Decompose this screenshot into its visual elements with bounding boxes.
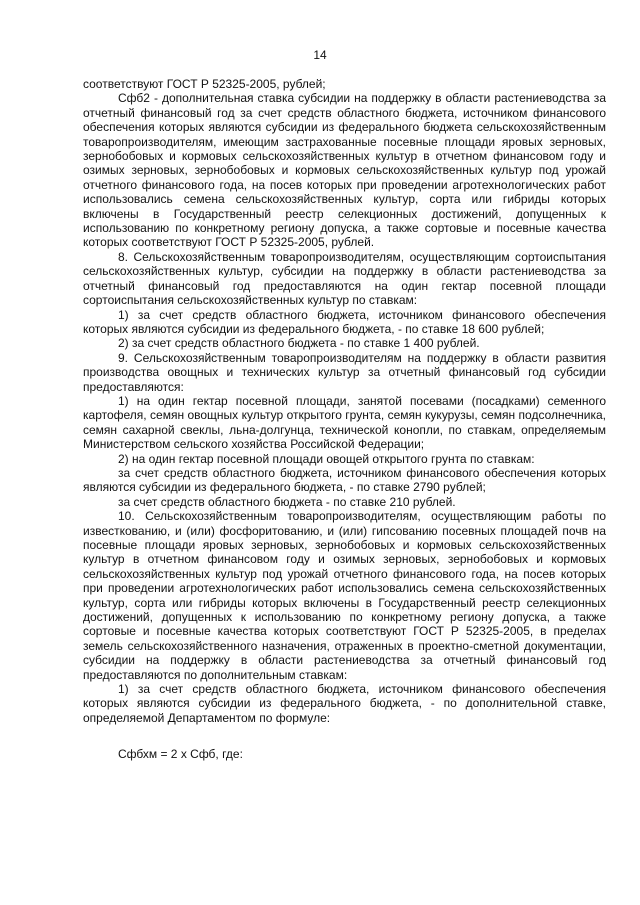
paragraph-item-8: 8. Сельскохозяйственным товаропроизводителям, осуществляющим сортоиспытания сельскохозяйственных культур, субсидии на поддержку в области растениеводства за отчетный финансовый год предоставляются на один гектар посевной площади сортоиспытания сельскохозяйственных культур по ставкам: bbox=[83, 249, 606, 308]
paragraph-item-9: 9. Сельскохозяйственным товаропроизводителям на поддержку в области развития производства овощных и технических культур за отчетный финансовый год субсидии предоставляются: bbox=[83, 350, 606, 394]
paragraph-item-9-2-regional: за счет средств областного бюджета - по ставке 210 рублей. bbox=[118, 494, 456, 509]
paragraph-item-10-1: 1) за счет средств областного бюджета, источником финансового обеспечения которых являются субсидии из федерального бюджета, - по дополнительной ставке, определяемой Департаментом по формуле: bbox=[83, 682, 606, 725]
document-body bbox=[83, 77, 606, 762]
paragraph-sfb2-definition: Сфб2 - дополнительная ставка субсидии на поддержку в области растениеводства за отчетный финансовый год за счет средств областного бюджета, источником финансового обеспечения которых являются субсидии из федерального бюджета сельскохозяйственным товаропроизводителям, имеющим застрахованные посевные площади яровых зерновых, зернобобовых и кормовых сельскохозяйственных культур в отчетном финансовом году и озимых зерновых, зернобобовых и кормовых сельскохозяйственных культур под урожай отчетного финансового года, на посев которых при проведении агротехнологических работ использовались семена сельскохозяйственных культур, сорта или гибриды которых включены в Государственный реестр селекционных достижений, допущенных к использованию по конкретному региону допуска, а также сортовые и посевные качества которых соответствуют ГОСТ Р 52325-2005, рублей. bbox=[83, 91, 606, 250]
paragraph-item-9-2: 2) на один гектар посевной площади овощей открытого грунта по ставкам: bbox=[118, 451, 535, 466]
formula-line: Сфбхм = 2 x Сфб, где: bbox=[118, 747, 243, 762]
paragraph-item-8-2: 2) за счет средств областного бюджета - по ставке 1 400 рублей. bbox=[118, 336, 480, 351]
paragraph-item-9-1: 1) на один гектар посевной площади, занятой посевами (посадками) семенного картофеля, семян овощных культур открытого грунта, семян кукурузы, семян подсолнечника, семян сахарной свеклы, льна-долгунца, технической конопли, по ставкам, определяемым Министерством сельского хозяйства Российской Федерации; bbox=[83, 393, 606, 452]
paragraph-item-10: 10. Сельскохозяйственным товаропроизводителям, осуществляющим работы по известкованию, и (или) фосфоритованию, и (или) гипсованию посевных площадей почв на посевные площади яровых зерновых, зернобобовых и кормовых сельскохозяйственных культур в отчетном финансовом году и озимых зерновых, зернобобовых и кормовых сельскохозяйственных культур под урожай отчетного финансового года, на посев которых при проведении агротехнологических работ использовались семена сельскохозяйственных культур, сорта или гибриды которых включены в Государственный реестр селекционных достижений, допущенных к использованию по конкретному региону допуска, а также сортовые и посевные качества которых соответствуют ГОСТ Р 52325-2005, в пределах земель сельскохозяйственного назначения, отраженных в проектно-сметной документации, субсидии на поддержку в области растениеводства за отчетный финансовый год предоставляются по дополнительным ставкам: bbox=[83, 509, 606, 682]
paragraph-item-8-1: 1) за счет средств областного бюджета, источником финансового обеспечения которых являются субсидии из федерального бюджета, - по ставке 18 600 рублей; bbox=[83, 307, 606, 336]
paragraph-continuation: соответствуют ГОСТ Р 52325-2005, рублей; bbox=[83, 77, 326, 91]
paragraph-item-9-2-federal: за счет средств областного бюджета, источником финансового обеспечения которых являются субсидии из федерального бюджета, - по ставке 2790 рублей; bbox=[83, 465, 606, 495]
page-number: 14 bbox=[313, 48, 327, 62]
